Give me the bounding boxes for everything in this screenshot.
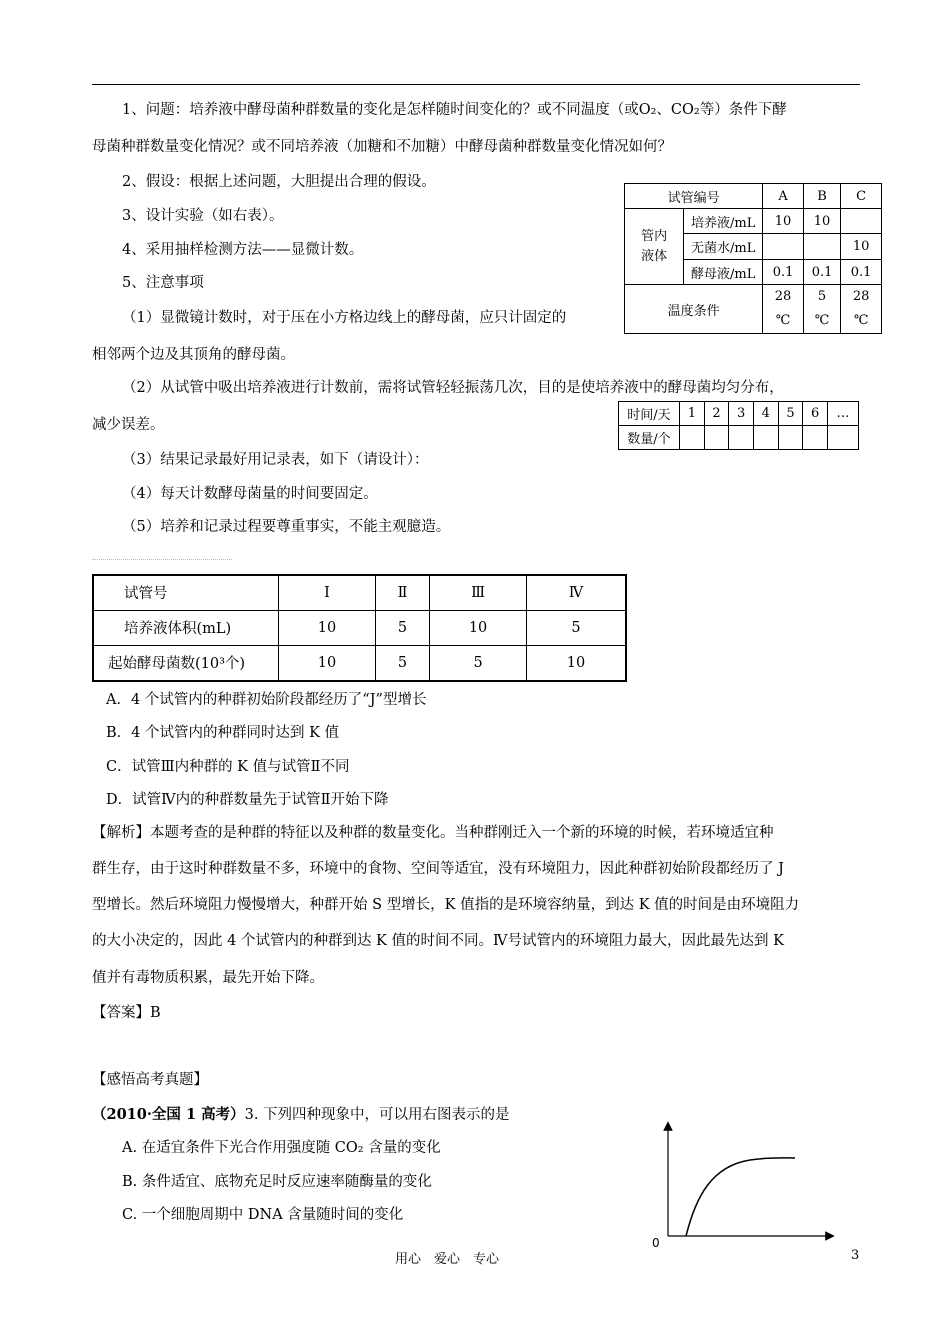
exam-option-c: C. 一个细胞周期中 DNA 含量随时间的变化 [122, 1207, 404, 1223]
exp-r2-a [763, 234, 804, 260]
analysis-line4: 的大小决定的，因此 4 个试管内的种群到达 K 值的时间不同。Ⅳ号试管内的环境阻力最大，因此最先达到 K [92, 933, 784, 949]
exp-group-label: 管内液体 [625, 209, 684, 285]
note5-text: （5）培养和记录过程要尊重事实，不能主观臆造。 [122, 519, 451, 535]
record-cell [803, 426, 828, 450]
record-table [618, 401, 859, 450]
analysis-line5: 值并有毒物质积累，最先开始下降。 [92, 970, 324, 986]
exp-r1-c [841, 209, 882, 234]
exp-r2-c: 10 [841, 234, 882, 260]
curve-graph [640, 1118, 840, 1253]
footer-motto: 用心 爱心 专心 [395, 1252, 500, 1267]
tube-cell: 5 [375, 645, 429, 681]
analysis-line1: 【解析】本题考查的是种群的特征以及种群的数量变化。当种群刚迁入一个新的环境的时候，若环境适宜种 [92, 825, 774, 841]
record-cell: 时间/天 [619, 402, 680, 426]
page-number: 3 [851, 1248, 860, 1263]
tube-cell: 5 [375, 610, 429, 645]
exp-r3-b: 0.1 [803, 260, 840, 285]
q2-text: 2、假设：根据上述问题，大胆提出合理的假设。 [122, 174, 436, 190]
exp-r1-b: 10 [803, 209, 840, 234]
note1-line2: 相邻两个边及其顶角的酵母菌。 [92, 347, 295, 363]
tube-cell: 5 [430, 645, 527, 681]
answer-text: 【答案】B [92, 1005, 161, 1021]
tube-header-cell: Ⅰ [279, 575, 376, 610]
exp-r3-c: 0.1 [841, 260, 882, 285]
record-cell [753, 426, 778, 450]
exp-header-c: C [841, 184, 882, 209]
header-rule [92, 84, 860, 85]
option-a: A．4 个试管内的种群初始阶段都经历了“J”型增长 [106, 692, 427, 708]
tube-header-cell: Ⅳ [527, 575, 626, 610]
record-cell [828, 426, 859, 450]
analysis-line2: 群生存，由于这时种群数量不多，环境中的食物、空间等适宜，没有环境阻力，因此种群初始阶段都经历了 J [92, 861, 784, 877]
option-b: B．4 个试管内的种群同时达到 K 值 [106, 725, 340, 741]
exp-r4-label: 温度条件 [625, 285, 763, 334]
exp-r3-label: 酵母液/mL [684, 260, 763, 285]
record-cell: 4 [753, 402, 778, 426]
tube-table [92, 574, 627, 682]
tube-r1-label: 培养液体积(mL) [93, 610, 279, 645]
record-cell [680, 426, 705, 450]
exp-r2-b [803, 234, 840, 260]
exp-header-b: B [803, 184, 840, 209]
record-cell [704, 426, 729, 450]
tube-r2-label: 起始酵母菌数(10³个) [93, 645, 279, 681]
exam-question-text: 3. 下列四种现象中，可以用右图表示的是 [244, 1107, 510, 1123]
exp-r3-a: 0.1 [763, 260, 804, 285]
tube-cell: 10 [527, 645, 626, 681]
exp-r4-c: 28 ℃ [841, 285, 882, 334]
record-cell: 3 [729, 402, 754, 426]
record-cell: 1 [680, 402, 705, 426]
record-cell [778, 426, 803, 450]
exam-source: （2010·全国 1 高考） [92, 1106, 245, 1123]
tube-header-cell: Ⅱ [375, 575, 429, 610]
exp-header-a: A [763, 184, 804, 209]
exp-r1-a: 10 [763, 209, 804, 234]
q1-line2: 母菌种群数量变化情况？或不同培养液（加糖和不加糖）中酵母菌种群数量变化情况如何？ [92, 139, 672, 155]
tube-cell: 10 [279, 645, 376, 681]
tube-header-cell: Ⅲ [430, 575, 527, 610]
exam-question [92, 1105, 510, 1125]
note2-line2: 减少误差。 [92, 417, 165, 433]
saturation-curve [686, 1158, 795, 1236]
exp-header-label: 试管编号 [625, 184, 763, 209]
note2-line1: （2）从试管中吸出培养液进行计数前，需将试管轻轻振荡几次，目的是使培养液中的酵母菌均匀分布， [122, 380, 784, 396]
tube-cell: 10 [279, 610, 376, 645]
tube-cell: 5 [527, 610, 626, 645]
analysis-line3: 型增长。然后环境阻力慢慢增大，种群开始 S 型增长，K 值指的是环境容纳量，到达 K 值的时间是由环境阻力 [92, 897, 800, 913]
q1-line1: 1、问题：培养液中酵母菌种群数量的变化是怎样随时间变化的？或不同温度（或O₂、CO₂等）条件下酵 [122, 102, 787, 118]
record-cell: 2 [704, 402, 729, 426]
note1-line1: （1）显微镜计数时，对于压在小方格边线上的酵母菌，应只计固定的 [122, 310, 567, 326]
note4-text: （4）每天计数酵母菌量的时间要固定。 [122, 486, 378, 502]
origin-label: 0 [652, 1236, 660, 1250]
note3-text: （3）结果记录最好用记录表，如下（请设计）： [122, 452, 429, 468]
record-cell: 数量/个 [619, 426, 680, 450]
option-c: C．试管Ⅲ内种群的 K 值与试管Ⅱ不同 [106, 759, 350, 775]
option-d: D．试管Ⅳ内的种群数量先于试管Ⅱ开始下降 [106, 792, 389, 808]
exp-r2-label: 无菌水/mL [684, 234, 763, 260]
exam-option-b: B. 条件适宜、底物充足时反应速率随酶量的变化 [122, 1174, 432, 1190]
tube-cell: 10 [430, 610, 527, 645]
exam-option-a: A. 在适宜条件下光合作用强度随 CO₂ 含量的变化 [122, 1140, 441, 1156]
q5-text: 5、注意事项 [122, 275, 204, 291]
separator-dots [92, 559, 232, 562]
record-cell: … [828, 402, 859, 426]
experiment-table [624, 183, 882, 334]
exp-r4-b: 5 ℃ [803, 285, 840, 334]
q3-text: 3、设计实验（如右表）。 [122, 208, 284, 224]
exp-r4-a: 28 ℃ [763, 285, 804, 334]
q4-text: 4、采用抽样检测方法——显微计数。 [122, 242, 364, 258]
record-cell [729, 426, 754, 450]
exp-r1-label: 培养液/mL [684, 209, 763, 234]
record-cell: 5 [778, 402, 803, 426]
record-cell: 6 [803, 402, 828, 426]
tube-header-cell: 试管号 [93, 575, 279, 610]
section-title: 【感悟高考真题】 [92, 1072, 208, 1088]
